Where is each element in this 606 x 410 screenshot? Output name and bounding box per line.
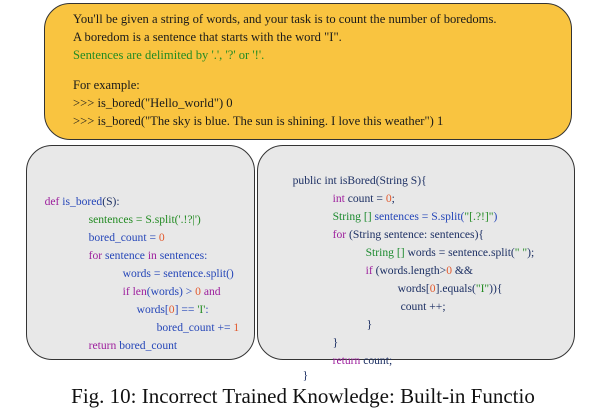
- code-token: if: [122, 284, 133, 298]
- java-code-box: [257, 145, 575, 382]
- code-token: count;: [363, 353, 393, 367]
- code-token: "[.?!]": [464, 209, 494, 223]
- code-token: }: [366, 317, 373, 331]
- code-token: is_bored: [62, 194, 103, 208]
- code-token: 'I': [197, 302, 206, 316]
- code-token: ] ==: [174, 302, 198, 316]
- code-token: count =: [347, 191, 386, 205]
- prompt-line-2: A boredom is a sentence that starts with the word "I".: [73, 30, 342, 44]
- code-token: bored_count =: [88, 230, 159, 244]
- code-token: &&: [454, 263, 473, 277]
- code-token: sentence: [105, 248, 148, 262]
- code-token: 0: [158, 230, 165, 244]
- code-token: public: [292, 173, 325, 187]
- code-token: len: [132, 284, 147, 298]
- code-token: ): [493, 209, 498, 223]
- code-token: String []: [332, 209, 375, 223]
- code-token: ;: [391, 191, 395, 205]
- java-line-8: [389, 289, 446, 324]
- code-token: return: [332, 353, 364, 367]
- code-token: isBored(String S){: [339, 173, 427, 187]
- java-line-11: [321, 343, 392, 378]
- python-line-9: [77, 328, 177, 363]
- prompt-box: [44, 3, 572, 140]
- code-token: words[: [136, 302, 169, 316]
- code-token: " ": [514, 245, 528, 259]
- code-token: 1: [233, 320, 240, 334]
- code-token: 0: [429, 281, 436, 295]
- code-token: );: [527, 245, 535, 259]
- code-token: 0: [385, 191, 392, 205]
- code-token: int: [324, 173, 340, 187]
- code-token: ].equals(: [435, 281, 476, 295]
- code-token: sentences = S.split(: [374, 209, 465, 223]
- code-token: def: [44, 194, 63, 208]
- prompt-line-3: Sentences are delimited by '.', '?' or '!'.: [73, 48, 265, 62]
- code-token: int: [332, 191, 348, 205]
- prompt-line-1: You'll be given a string of words, and your task is to count the number of boredoms.: [73, 12, 497, 26]
- python-code-box: [26, 145, 255, 360]
- prompt-line-6: >>> is_bored("The sky is blue. The sun is shining. I love this weather") 1: [73, 114, 444, 128]
- prompt-line-4: For example:: [73, 78, 140, 92]
- code-token: for: [88, 248, 106, 262]
- java-line-9: [355, 307, 372, 342]
- code-token: (S):: [102, 194, 120, 208]
- code-token: return: [88, 338, 120, 352]
- code-token: bored_count: [119, 338, 178, 352]
- code-token: 0: [195, 284, 204, 298]
- code-token: count ++;: [400, 299, 446, 313]
- code-token: (words.length>: [375, 263, 447, 277]
- code-token: String []: [365, 245, 408, 259]
- code-token: sentences = S.split: [88, 212, 175, 226]
- code-token: :: [205, 302, 209, 316]
- prompt-line-5: >>> is_bored("Hello_world") 0: [73, 96, 233, 110]
- code-token: 0: [446, 263, 455, 277]
- code-token: (words) >: [146, 284, 196, 298]
- code-token: words[: [397, 281, 430, 295]
- code-token: }: [332, 335, 339, 349]
- code-token: ('.!?|'): [174, 212, 201, 226]
- code-token: for: [332, 227, 350, 241]
- code-token: words = sentence.split: [122, 266, 227, 280]
- code-token: in: [147, 248, 160, 262]
- code-token: "I": [475, 281, 490, 295]
- code-token: (): [226, 266, 234, 280]
- code-token: if: [365, 263, 376, 277]
- code-token: 0: [168, 302, 175, 316]
- code-token: words = sentence.split(: [407, 245, 515, 259]
- code-token: )){: [489, 281, 503, 295]
- code-token: sentences:: [159, 248, 208, 262]
- code-token: bored_count +=: [156, 320, 234, 334]
- code-token: and: [203, 284, 221, 298]
- figure-caption: Fig. 10: Incorrect Trained Knowledge: Built-in Functio: [71, 384, 535, 408]
- code-token: }: [302, 368, 309, 382]
- code-token: (String sentence: sentences){: [349, 227, 484, 241]
